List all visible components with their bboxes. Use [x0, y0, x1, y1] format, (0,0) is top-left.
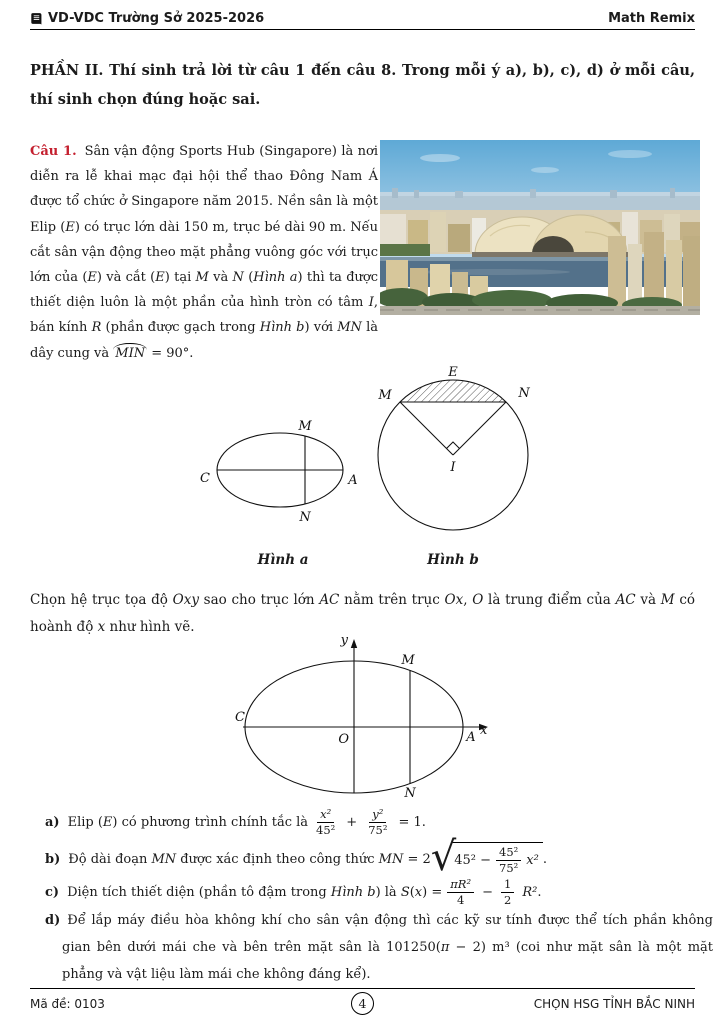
label-a: A — [348, 473, 358, 488]
statement-c — [45, 872, 541, 912]
statement-b-period: . — [542, 851, 547, 867]
footer-rule — [30, 988, 695, 989]
statement-c-text: Diện tích thiết diện (phần tô đậm trong Hình b) là S(x) = — [67, 884, 443, 900]
caption-hinh-a: Hình a — [257, 552, 309, 568]
figure-hinh-a — [185, 418, 370, 534]
figure-coordinates — [230, 630, 500, 804]
header-right-text: Math Remix — [608, 11, 695, 26]
minus-sign: − — [482, 884, 493, 900]
book-icon — [30, 12, 43, 26]
header-brand-text: VD-VDC Trường Sở 2025-2026 — [48, 11, 265, 26]
label-i: I — [450, 460, 456, 475]
footer-exam-code: Mã đề: 0103 — [30, 997, 105, 1011]
radius-im-line — [400, 402, 453, 455]
plus-sign: + — [346, 814, 358, 830]
statement-d-label: d) — [45, 913, 61, 928]
statement-d — [45, 907, 713, 988]
fraction: $\frac{1}{2}$ — [501, 877, 514, 908]
header-rule — [30, 29, 695, 30]
header-brand — [30, 11, 264, 26]
stadium-photo — [380, 140, 700, 315]
hatched-segment — [400, 380, 506, 402]
y-axis-arrow — [351, 639, 357, 648]
statement-d-text: Để lắp máy điều hòa không khí cho sân vận động thì các kỹ sư tính được thể tích phần không gian bên dưới mái che và bên trên mặt sân là 101250(π − 2) m³ (coi như mặt sân là một mặt phẳng và vật liệu làm mái che không đáng kể). — [62, 913, 713, 982]
statement-a-equals: = 1. — [398, 814, 426, 830]
statement-b-label: b) — [45, 851, 61, 867]
label-c: C — [235, 710, 245, 725]
caption-hinh-b: Hình b — [427, 552, 479, 568]
coordinate-note: Chọn hệ trục tọa độ Oxy sao cho trục lớn AC nằm trên trục Ox, O là trung điểm của AC và M có hoành độ x như hình vẽ. — [30, 592, 696, 635]
label-x-axis: x — [480, 723, 488, 738]
question-label: Câu 1. — [30, 144, 77, 159]
fraction: $\frac{\text{45²}}{\text{75²}}$ — [496, 845, 521, 876]
label-a: A — [466, 730, 476, 745]
radical-sign: √ — [430, 834, 457, 880]
fraction: $\frac{\text{πR²}}{4}$ — [447, 877, 474, 908]
label-m: M — [298, 419, 312, 434]
label-y-axis: y — [340, 633, 348, 648]
label-o: O — [338, 732, 349, 747]
label-e: E — [448, 365, 458, 380]
label-m: M — [378, 388, 392, 403]
radicand-tail: x² — [526, 853, 539, 868]
right-angle-mark — [447, 442, 460, 449]
statement-a-label: a) — [45, 814, 60, 830]
statement-c-label: c) — [45, 884, 60, 900]
fraction: $\frac{\text{x²}}{\text{45²}}$ — [316, 806, 336, 837]
footer-right-text: CHỌN HSG TỈNH BẮC NINH — [533, 997, 695, 1011]
radicand: 45² − $\frac{\text{45²}}{\text{75²}}$ x² — [452, 842, 543, 876]
statement-a-text: Elip (E) có phương trình chính tắc là — [67, 814, 309, 830]
statement-b-text: Độ dài đoạn MN được xác định theo công thức MN = 2 — [68, 851, 431, 867]
question-paragraph — [30, 139, 378, 366]
part-title: PHẦN II. Thí sinh trả lời từ câu 1 đến câu 8. Trong mỗi ý a), b), c), d) ở mỗi câu, thí sinh chọn đúng hoặc sai. — [30, 62, 695, 108]
stadium-photo-svg — [380, 140, 700, 315]
question-body: Sân vận động Sports Hub (Singapore) là nơi diễn ra lễ khai mạc đại hội thể thao Đông Nam Á được tổ chức ở Singapore năm 2015. Nền sân là một Elip (E) có trục lớn dài 150 m, trục bé dài 90 m. Nếu cắt sân vận động theo mặt phẳng vuông góc với trục lớn của (E) và cắt (E) tại M và N (Hình a) thì ta được thiết diện luôn là một phần của hình tròn có tâm I, bán kính R (phần được gạch trong Hình b) với MN là dây cung và MIN = 90°. — [30, 144, 379, 361]
fraction: $\frac{\text{y²}}{\text{75²}}$ — [368, 806, 388, 837]
label-c: C — [200, 471, 210, 486]
label-m: M — [401, 653, 415, 668]
label-n: N — [299, 510, 311, 525]
label-n: N — [404, 786, 416, 800]
radius-in-line — [453, 402, 506, 455]
figure-hinh-b — [373, 365, 539, 541]
statement-c-tail: R². — [522, 884, 542, 900]
label-n: N — [518, 386, 530, 401]
page-number-badge: 4 — [351, 992, 374, 1015]
